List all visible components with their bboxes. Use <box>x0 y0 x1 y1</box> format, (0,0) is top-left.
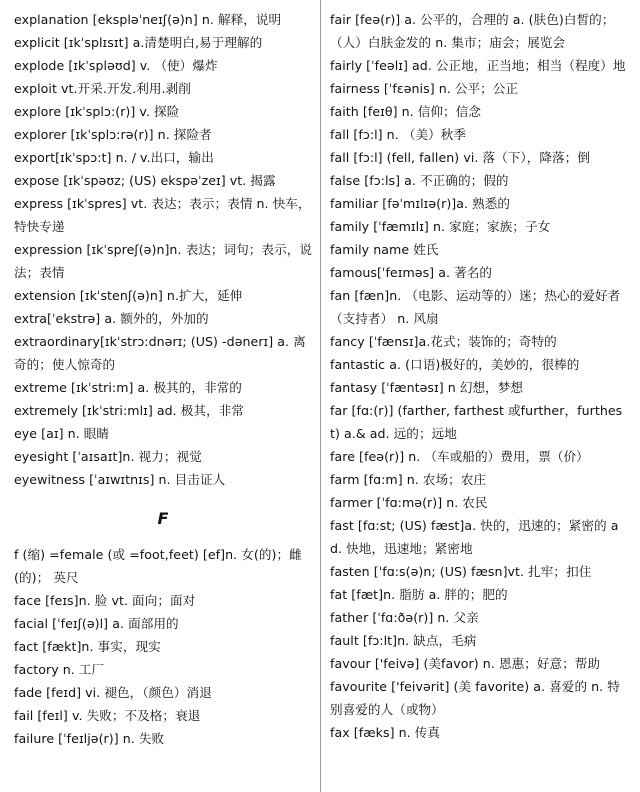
vocab-entry: express [ɪkˈspres] vt. 表达；表示；表情 n. 快车，特快专递 <box>14 196 311 234</box>
vocab-entry: f (缩) =female (或 =foot,feet) [ef]n. 女(的)；雌(的)； 英尺 <box>14 547 302 585</box>
right-column <box>330 8 630 744</box>
vocab-entry: father [ˈfɑ:ðə(r)] n. 父亲 <box>330 610 479 625</box>
vocab-entry: exploit vt.开采.开发.利用.剥削 <box>14 81 191 96</box>
vocab-entry: export[ɪkˈspɔ:t] n. / v.出口，输出 <box>14 150 214 165</box>
vocab-entry: eye [aɪ] n. 眼睛 <box>14 426 110 441</box>
column-divider <box>320 0 321 792</box>
vocab-entry: explanation [ekspləˈneɪʃ(ə)n] n. 解释，说明 <box>14 12 282 27</box>
vocab-entry: factory n. 工厂 <box>14 662 105 677</box>
vocab-entry: explore [ɪkˈsplɔ:(r)] v. 探险 <box>14 104 180 119</box>
vocab-entry: fail [feɪl] v. 失败；不及格；衰退 <box>14 708 201 723</box>
vocab-entry: fast [fɑ:st; (US) fæst]a. 快的，迅速的；紧密的 ad. 快地，迅速地；紧密地 <box>330 518 619 556</box>
vocab-entry: fall [fɔ:l] n. （美）秋季 <box>330 127 467 142</box>
vocab-entry: fairly [ˈfeəlɪ] ad. 公正地，正当地；相当（程度）地 <box>330 58 626 73</box>
vocab-entry: facial [ˈfeɪʃ(ə)l] a. 面部用的 <box>14 616 179 631</box>
vocab-entry: far [fɑ:(r)] (farther, farthest 或further，furthest) a.& ad. 远的；远地 <box>330 403 623 441</box>
left-entries-top <box>14 8 312 491</box>
vocab-entry: eyewitness [ˈaɪwɪtnɪs] n. 目击证人 <box>14 472 226 487</box>
vocab-entry: explorer [ɪkˈsplɔ:rə(r)] n. 探险者 <box>14 127 212 142</box>
vocab-entry: eyesight [ˈaɪsaɪt]n. 视力；视觉 <box>14 449 202 464</box>
vocab-entry: fairness [ˈfεənis] n. 公平；公正 <box>330 81 519 96</box>
vocab-entry: face [feɪs]n. 脸 vt. 面向；面对 <box>14 593 196 608</box>
vocab-entry: fact [fækt]n. 事实，现实 <box>14 639 161 654</box>
vocab-entry: family [ˈfæmɪlɪ] n. 家庭；家族；子女 <box>330 219 551 234</box>
section-letter-heading: F <box>157 509 169 528</box>
vocab-entry: favourite ['feivərit] (美 favorite) a. 喜爱的 n. 特别喜爱的人（或物） <box>330 679 620 717</box>
vocab-entry: famous[ˈfeɪməs] a. 著名的 <box>330 265 493 280</box>
vocab-entry: fare [feə(r)] n. （车或船的）费用，票（价） <box>330 449 589 464</box>
vocab-entry: expression [ɪkˈspreʃ(ə)n]n. 表达；词句；表示，说法；表情 <box>14 242 313 280</box>
vocab-entry: extension [ɪkˈstenʃ(ə)n] n.扩大，延伸 <box>14 288 243 303</box>
vocab-entry: farm [fɑ:m] n. 农场；农庄 <box>330 472 487 487</box>
vocab-entry: familiar [fəˈmɪlɪə(r)]a. 熟悉的 <box>330 196 511 211</box>
vocab-entry: faith [feɪθ] n. 信仰；信念 <box>330 104 481 119</box>
vocab-entry: explicit [ɪkˈsplɪsɪt] a.清楚明白,易于理解的 <box>14 35 263 50</box>
vocab-entry: favour ['feivə] (美favor) n. 恩惠；好意；帮助 <box>330 656 601 671</box>
vocab-entry: explode [ɪkˈspləʊd] v. （使）爆炸 <box>14 58 218 73</box>
vocab-entry: farmer [ˈfɑ:mə(r)] n. 农民 <box>330 495 488 510</box>
vocab-entry: fair [feə(r)] a. 公平的，合理的 a. (肤色)白皙的；（人）白肤金发的 n. 集市；庙会；展览会 <box>330 12 615 50</box>
vocab-entry: extremely [ɪkˈstri:mlɪ] ad. 极其，非常 <box>14 403 245 418</box>
vocab-entry: fall [fɔ:l] (fell, fallen) vi. 落（下），降落；倒 <box>330 150 590 165</box>
vocab-entry: fax [fæks] n. 传真 <box>330 725 441 740</box>
vocab-entry: family name 姓氏 <box>330 242 439 257</box>
vocab-entry: fault [fɔ:lt]n. 缺点，毛病 <box>330 633 477 648</box>
vocab-entry: expose [ɪkˈspəʊz; (US) ekspəˈzeɪ] vt. 揭露 <box>14 173 276 188</box>
vocab-entry: fan [fæn]n. （电影、运动等的）迷；热心的爱好者（支持者） n. 风扇 <box>330 288 621 326</box>
vocab-entry: fade [feɪd] vi. 褪色，（颜色）消退 <box>14 685 212 700</box>
vocab-entry: extra[ˈekstrə] a. 额外的，外加的 <box>14 311 209 326</box>
left-column <box>14 8 312 750</box>
vocab-entry: false [fɔ:ls] a. 不正确的；假的 <box>330 173 509 188</box>
vocab-entry: fancy [ˈfænsɪ]a.花式；装饰的；奇特的 <box>330 334 557 349</box>
vocab-entry: failure [ˈfeɪljə(r)] n. 失败 <box>14 731 165 746</box>
vocab-entry: fat [fæt]n. 脂肪 a. 胖的；肥的 <box>330 587 508 602</box>
left-entries-bottom <box>14 543 312 750</box>
vocab-entry: extreme [ɪkˈstri:m] a. 极其的，非常的 <box>14 380 242 395</box>
vocab-entry: fasten [ˈfɑ:s(ə)n; (US) fæsn]vt. 扎牢；扣住 <box>330 564 592 579</box>
vocab-entry: extraordinary[ɪkˈstrɔ:dnərɪ; (US) -dənerɪ] a. 离奇的；使人惊奇的 <box>14 334 306 372</box>
vocab-entry: fantasy [ˈfæntəsɪ] n 幻想，梦想 <box>330 380 524 395</box>
vocab-entry: fantastic a. (口语)极好的，美妙的，很棒的 <box>330 357 580 372</box>
